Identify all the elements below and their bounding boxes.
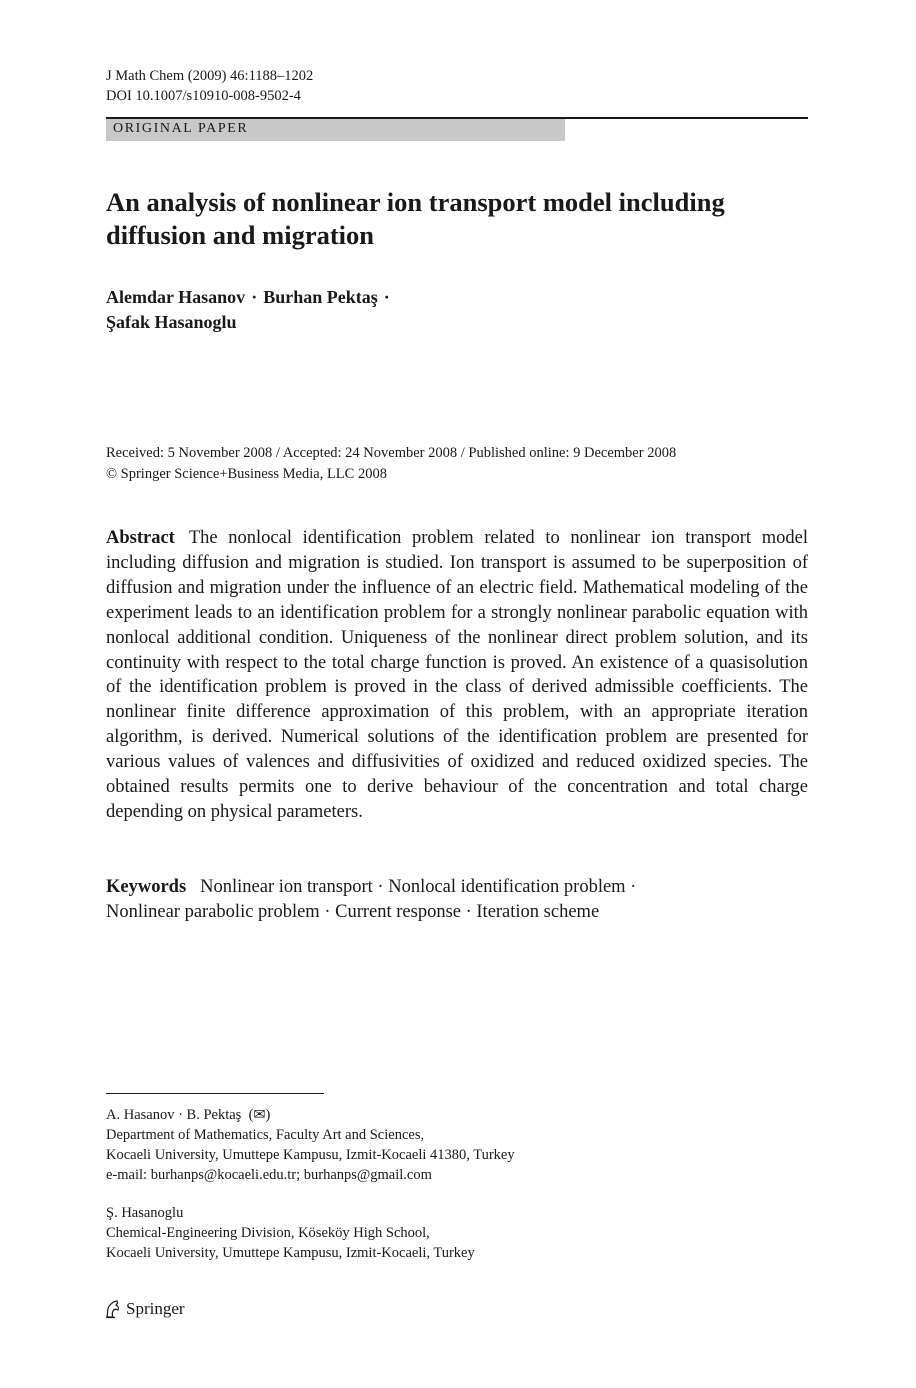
author-name: Burhan Pektaş — [263, 287, 378, 307]
journal-line: J Math Chem (2009) 46:1188–1202 — [106, 68, 314, 84]
abstract-text: The nonlocal identification problem related to nonlinear ion transport model including diffusion and migration is studied. Ion transport is assumed to be superposition of diffusion and migration under the influence of an electric field. Mathematical modeling of the experiment leads to an identification problem for a strongly nonlinear parabolic equation with nonlocal additional condition. Uniqueness of the nonlinear direct problem solution, and its continuity with respect to the total charge function is proved. An existence of a quasisolution of the identification problem is proved in the class of derived admissible coefficients. The nonlinear finite difference approximation of this problem, with an appropriate iteration algorithm, is derived. Numerical solutions of the identification problem are presented for various values of valences and diffusivities of oxidized and reduced oxidized species. The obtained results permits one to derive behaviour of the concentration and total charge depending on physical parameters. — [106, 528, 808, 822]
keywords-line-2: Nonlinear parabolic problem · Current response · Iteration scheme — [106, 902, 600, 922]
footnote-line: Chemical-Engineering Division, Köseköy High School, — [106, 1225, 430, 1241]
publisher-footer — [104, 1299, 185, 1319]
received-line: Received: 5 November 2008 / Accepted: 24 November 2008 / Published online: 9 December 2008 — [106, 445, 677, 461]
footnote-affiliation-1 — [106, 1105, 808, 1185]
journal-citation — [106, 67, 313, 106]
author-separator: · — [251, 287, 258, 307]
keywords — [106, 875, 808, 925]
footnote-line: Kocaeli University, Umuttepe Kampusu, Izmit-Kocaeli, Turkey — [106, 1245, 475, 1261]
title-line-1: An analysis of nonlinear ion transport model including — [106, 187, 725, 217]
copyright-line: © Springer Science+Business Media, LLC 2008 — [106, 466, 387, 482]
mail-icon: (✉) — [248, 1107, 271, 1123]
footnote-names: A. Hasanov · B. Pektaş — [106, 1107, 242, 1123]
author-separator: · — [383, 287, 390, 307]
abstract — [106, 526, 808, 825]
abstract-label: Abstract — [106, 528, 175, 548]
footnote-line: Department of Mathematics, Faculty Art and Sciences, — [106, 1127, 425, 1143]
footnote-affiliation-2 — [106, 1203, 808, 1263]
section-banner — [106, 119, 565, 141]
keywords-label: Keywords — [106, 877, 187, 897]
footnote-line: Kocaeli University, Umuttepe Kampusu, Izmit-Kocaeli 41380, Turkey — [106, 1147, 515, 1163]
title-line-2: diffusion and migration — [106, 219, 375, 250]
author-list — [106, 285, 808, 335]
publication-history — [106, 443, 808, 485]
paper-title — [106, 186, 808, 251]
footnote-rule — [106, 1093, 324, 1094]
author-name: Alemdar Hasanov — [106, 287, 246, 307]
section-banner-label: ORIGINAL PAPER — [113, 121, 249, 136]
footnote-names: Ş. Hasanoglu — [106, 1205, 184, 1221]
author-name: Şafak Hasanoglu — [106, 312, 237, 332]
publisher-name: Springer — [126, 1299, 185, 1318]
footnote-email[interactable]: e-mail: burhanps@kocaeli.edu.tr; burhanps@gmail.com — [106, 1167, 432, 1183]
keywords-line-1: Nonlinear ion transport · Nonlocal identification problem · — [200, 877, 637, 897]
doi-line: DOI 10.1007/s10910-008-9502-4 — [106, 87, 301, 104]
springer-horse-icon — [104, 1299, 122, 1319]
